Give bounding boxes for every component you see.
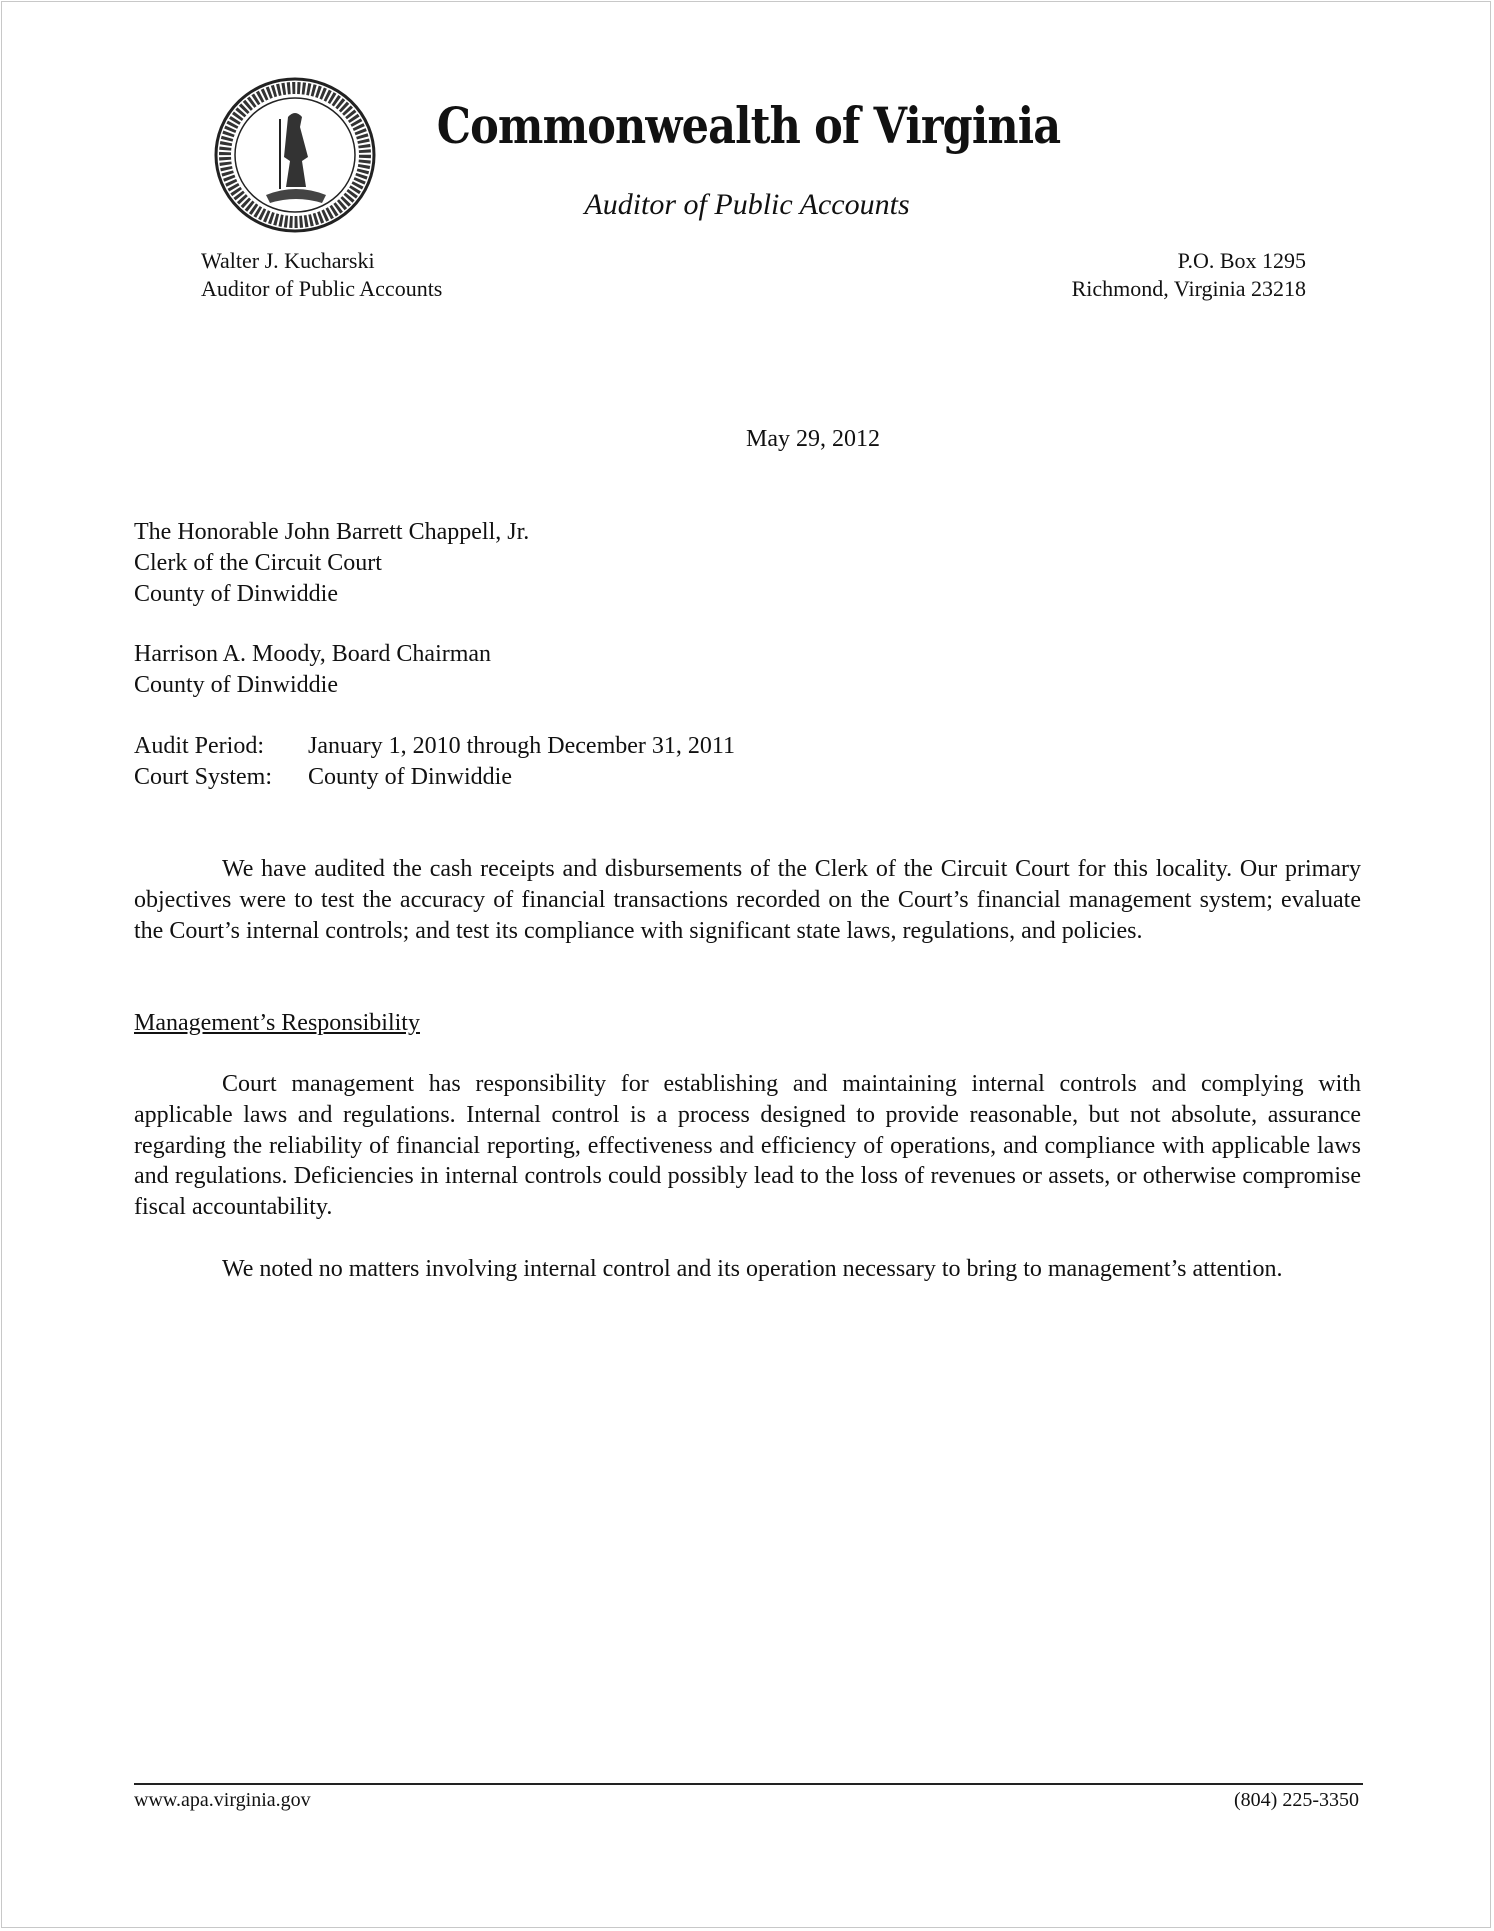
addressee-line: County of Dinwiddie [134,672,338,698]
addressee-clerk [134,517,529,610]
addressee-chairman [134,639,491,701]
footer-website: www.apa.virginia.gov [134,1789,311,1811]
addressee-line: Harrison A. Moody, Board Chairman [134,641,492,667]
auditor-name: Walter J. Kucharski [201,248,375,273]
city-state-zip: Richmond, Virginia 23218 [1071,276,1306,301]
letter-date: May 29, 2012 [746,426,880,452]
audit-period-row [134,731,735,762]
footer-phone: (804) 225-3350 [1234,1789,1359,1811]
addressee-line: Clerk of the Circuit Court [134,550,382,576]
auditor-title: Auditor of Public Accounts [201,276,443,301]
intro-paragraph: We have audited the cash receipts and disbursements of the Clerk of the Circuit Court for this locality. Our primary objectives were to test the accuracy of financial transactions recorded on the Court’s financial management system; evaluate the Court’s internal controls; and test its compliance with significant state laws, regulations, and policies. [134,856,1361,944]
responsibility-paragraph: Court management has responsibility for establishing and maintaining internal controls and complying with applicable laws and regulations. Internal control is a process designed to provide reasonable, but not absolute, assurance regarding the reliability of financial reporting, effectiveness and efficiency of operations, and compliance with applicable laws and regulations. Deficiencies in internal controls could possibly lead to the loss of revenues or assets, or otherwise compromise fiscal accountability. [134,1071,1361,1221]
addressee-line: County of Dinwiddie [134,581,338,607]
letterhead-title: Commonwealth of Virginia [436,96,1060,155]
po-box: P.O. Box 1295 [1177,248,1306,273]
audit-period-label: Audit Period: [134,733,264,759]
court-system-label: Court System: [134,764,273,790]
audit-info [134,731,735,793]
court-system-value: County of Dinwiddie [308,764,512,790]
letterhead-subtitle: Auditor of Public Accounts [584,188,910,221]
auditor-name-block [201,247,442,303]
section-heading: Management’s Responsibility [134,1010,420,1036]
addressee-line: The Honorable John Barrett Chappell, Jr. [134,519,530,545]
mailing-address-block [1072,247,1306,303]
conclusion-paragraph: We noted no matters involving internal control and its operation necessary to bring to management’s attention. [222,1256,1283,1282]
court-system-row [134,762,735,793]
audit-period-value: January 1, 2010 through December 31, 2011 [308,733,736,759]
footer-divider [134,1783,1363,1785]
